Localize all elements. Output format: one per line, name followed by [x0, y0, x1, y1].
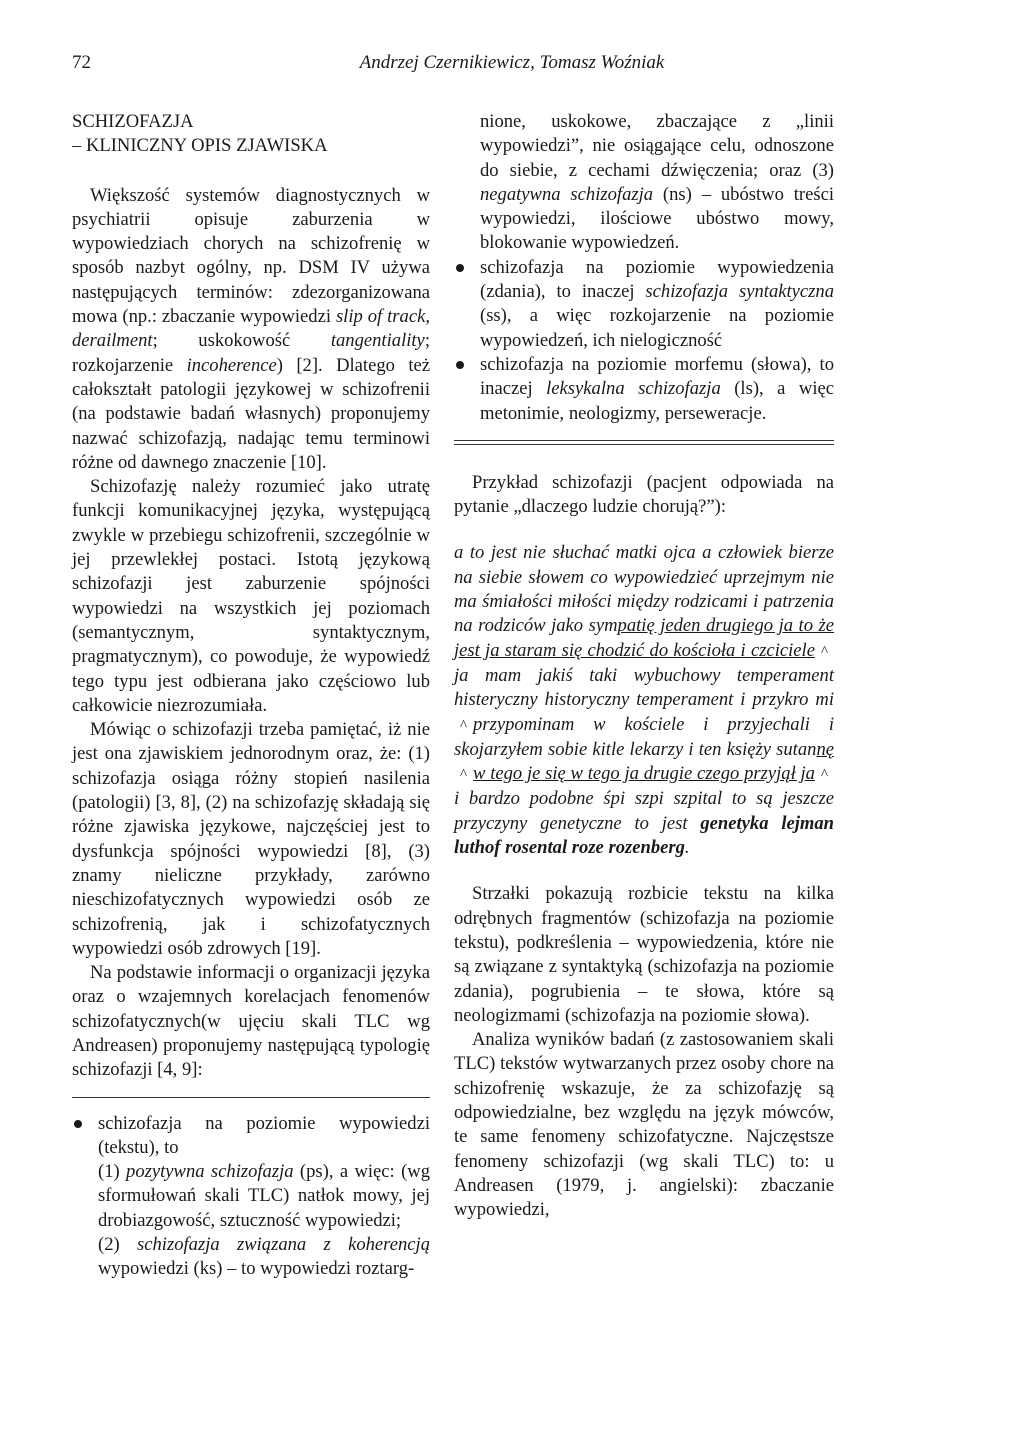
paragraph-3: Mówiąc o schizofazji trzeba pamiętać, iż nie jest ona zjawiskiem jednorodnym oraz, że: (1) schizofazja osiąga różny stopień nasilenia (patologii) [3, 8], (2) na schizofazję składają się różne zjawiska językowe, najczęściej jest to dysfunkcja spójności wypowiedzi [8], (3) znamy nieliczne przykłady, zarówno nieschizofatycznych wypowiedzi osób ze schizofrenią, jak i schizofatycznych wypowiedzi osób zdrowych [19].	[72, 719, 430, 959]
paragraph-4: Na podstawie informacji o organizacji języka oraz o wzajemnych korelacjach fenomenów schizofatycznych(w ujęciu skali TLC wg Andreasen) proponujemy następującą typologię schizofazji [4, 9]:	[72, 962, 430, 1081]
section-heading	[72, 110, 430, 159]
right-column	[454, 110, 834, 1222]
bullet-icon	[456, 264, 464, 272]
sub-item-1: (1) pozytywna schizofazja (ps), a więc: (wg sformułowań skali TLC) natłok mowy, jej drobiazgowość, sztuczność wypowiedzi;	[98, 1161, 430, 1231]
running-head	[72, 52, 952, 84]
list-continuation: nione, uskokowe, zbaczające z „linii wypowiedzi”, nie osiągające celu, odnoszone do siebie, z cechami dźwięczenia; oraz (3) negatywna schizofazja (ns) – ubóstwo treści wypowiedzi, ilościowe ubóstwo mowy, blokowanie wypowiedzeń.	[480, 111, 834, 254]
bullet-icon	[456, 361, 464, 369]
paragraph-1: Większość systemów diagnostycznych w psychiatrii opisuje zaburzenia w wypowiedziach chorych na schizofrenię w sposób nazbyt ogólny, np. DSM IV używa następujących terminów: zdezorganizowana mowa (np.: zbaczanie wypowiedzi slip of track, derailment; uskokowość tangentiality; rozkojarzenie incoherence) [2]. Dlatego też całokształt patologii językowej w schizofrenii (na podstawie badań własnych) proponujemy nazwać schizofazją, nadając temu terminowi różne od dawnego znaczenie [10].	[72, 184, 430, 473]
divider-rule	[72, 1097, 430, 1098]
section-heading-line-1: SCHIZOFAZJA	[72, 111, 194, 132]
sub-item-2: (2) schizofazja związana z koherencją wypowiedzi (ks) – to wypowiedzi roztarg-	[98, 1234, 430, 1280]
arrow-icon: ^	[460, 767, 468, 784]
example-intro: Przykład schizofazji (pacjent odpowiada na pytanie „dlaczego ludzie chorują?”):	[454, 471, 834, 518]
list-item: schizofazja na poziomie wypowiedzi (tekstu), to (1) pozytywna schizofazja (ps), a więc: (wg sformułowań skali TLC) natłok mowy, jej drobiazgowość, sztuczność wypowiedzi; (2) schizofazja związana z koherencją wypowiedzi (ks) – to wypowiedzi roztarg-	[72, 1112, 430, 1282]
left-column	[72, 110, 430, 1282]
patient-quote: a to jest nie słuchać matki ojca a człowiek bierze na siebie słowem co wypowiedzieć uprzejmym nie ma śmiałości miłości między rodzicami i patrzenia na rodziców jako sympatię jeden drugiego ja to że jest ja staram się chodzić do kościoła i czciciele ^ja mam jakiś taki wybuchowy temperament histeryczny historyczny temperament i przykro mi^ przypominam w kościele i przyjechali i skojarzyłem sobie kitle lekarzy i ten księży sutannę^ w tego je się w tego ja drugie czego przyjął ja ^i bardzo podobne śpi szpi szpital to są jeszcze przyczyny genetyczne to jest genetyka lejman luthof rosental roze rozenberg.	[454, 542, 834, 859]
running-head-authors: Andrzej Czernikiewicz, Tomasz Woźniak	[359, 52, 665, 73]
typology-list	[72, 1112, 430, 1282]
paragraph-2: Schizofazję należy rozumieć jako utratę funkcji komunikacyjnej języka, występującą zwykle w przebiegu schizofrenii, szczególnie w jej przewlekłej postaci. Istotą językową schizofazji jest zaburzenie spójności wypowiedzi na wszystkich jej poziomach (semantycznym, syntaktycznym, pragmatycznym), co powoduje, że wypowiedź tego typu jest odbierana jako częściowo lub całkowicie niezrozumiała.	[72, 476, 430, 716]
paragraph-5: Strzałki pokazują rozbicie tekstu na kilka odrębnych fragmentów (schizofazja na poziomie tekstu), podkreślenia – wypowiedzenia, które nie są związane z syntaktyką (schizofazja na poziomie zdania), pogrubienia – te słowa, które są neologizmami (schizofazja na poziomie słowa).	[454, 883, 834, 1026]
bullet-icon	[74, 1120, 82, 1128]
arrow-icon: ^	[460, 717, 468, 734]
arrow-icon: ^	[820, 767, 828, 784]
page-number: 72	[72, 52, 91, 73]
paragraph-6: Analiza wyników badań (z zastosowaniem skali TLC) tekstów wytwarzanych przez osoby chore na schizofrenię wskazuje, że za schizofazję są odpowiedzialne, bez względu na język mówców, te same fenomeny schizofatyczne. Najczęstsze fenomeny schizofazji (wg skali TLC) to: u Andreasen (1979, j. angielski): zbaczanie wypowiedzi,	[454, 1029, 834, 1221]
typology-list-continued	[454, 256, 834, 426]
double-divider-rule	[454, 440, 834, 445]
section-heading-line-2: – KLINICZNY OPIS ZJAWISKA	[72, 135, 328, 157]
arrow-icon: ^	[820, 643, 828, 660]
list-item: schizofazja na poziomie morfemu (słowa), to inaczej leksykalna schizofazja (ls), a więc metonimie, neologizmy, perseweracje.	[454, 353, 834, 426]
list-item: schizofazja na poziomie wypowiedzenia (zdania), to inaczej schizofazja syntaktyczna (ss), a więc rozkojarzenie na poziomie wypowiedzeń, ich nielogiczność	[454, 256, 834, 353]
